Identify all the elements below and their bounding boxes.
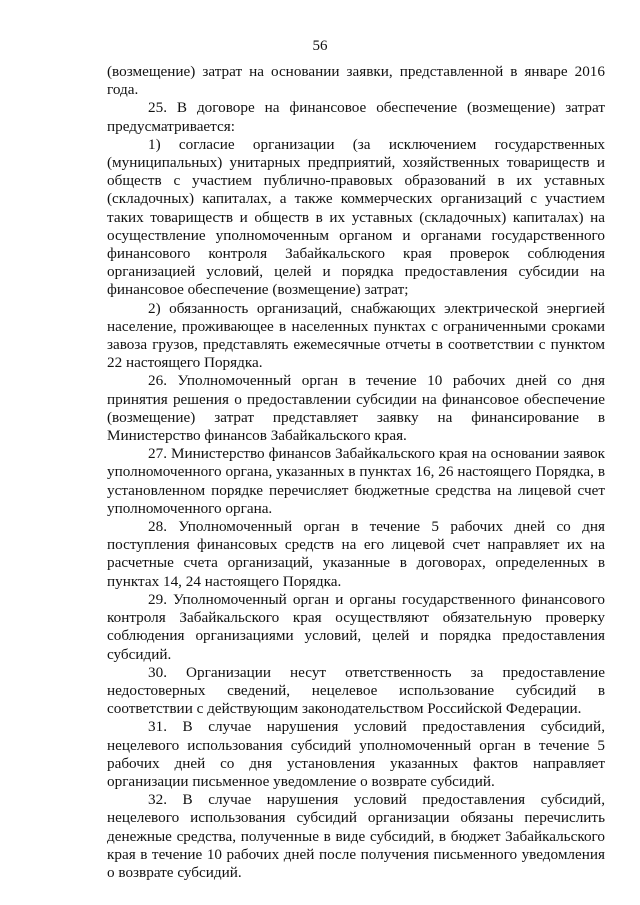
paragraph-item-31: 31. В случае нарушения условий предоставления субсидий, нецелевого использования субсидий уполномоченный орган в течение 5 рабочих дней со дня установления указанных фактов направляет организации письменное уведомление о возврате субсидий.: [107, 718, 605, 790]
paragraph-item-30: 30. Организации несут ответственность за предоставление недостоверных сведений, нецелевое использование субсидий в соответствии с действующим законодательством Российской Федерации.: [107, 663, 605, 718]
paragraph-item-28: 28. Уполномоченный орган в течение 5 рабочих дней со дня поступления финансовых средств на его лицевой счет направляет их на расчетные счета организаций, указанные в договорах, определенных в пунктах 14, 24 настоящего Порядка.: [107, 518, 605, 590]
document-body: [107, 63, 605, 882]
paragraph-continuation: (возмещение) затрат на основании заявки, представленной в январе 2016 года.: [107, 63, 605, 99]
paragraph-subitem-2: 2) обязанность организаций, снабжающих электрической энергией население, проживающее в населенных пунктах с ограниченными сроками завоза грузов, представлять ежемесячные отчеты в соответствии с пунктом 22 настоящего Порядка.: [107, 299, 605, 372]
paragraph-item-27: 27. Министерство финансов Забайкальского края на основании заявок уполномоченного органа, указанных в пунктах 16, 26 настоящего Порядка, в установленном порядке перечисляет бюджетные средства на лицевой счет уполномоченного органа.: [107, 445, 605, 517]
paragraph-item-26: 26. Уполномоченный орган в течение 10 рабочих дней со дня принятия решения о предоставлении субсидии на финансовое обеспечение (возмещение) затрат представляет заявку на финансирование в Министерство финансов Забайкальского края.: [107, 372, 605, 445]
paragraph-item-32: 32. В случае нарушения условий предоставления субсидий, нецелевого использования субсидий организации обязаны перечислить денежные средства, полученные в виде субсидий, в бюджет Забайкальского края в течение 10 рабочих дней после получения письменного уведомления о возврате субсидий.: [107, 791, 605, 881]
paragraph-item-25: 25. В договоре на финансовое обеспечение (возмещение) затрат предусматривается:: [107, 99, 605, 135]
paragraph-subitem-1: 1) согласие организации (за исключением государственных (муниципальных) унитарных предприятий, хозяйственных товариществ и обществ с участием публично-правовых образований в их уставных (складочных) капиталах, а также коммерческих организаций с участием таких товариществ и обществ в их уставных (складочных) капиталах) на осуществление уполномоченным органом и органами государственного финансового контроля Забайкальского края проверок соблюдения организацией условий, целей и порядка предоставления субсидии на финансовое обеспечение (возмещение) затрат;: [107, 135, 605, 299]
paragraph-item-29: 29. Уполномоченный орган и органы государственного финансового контроля Забайкальского края осуществляют обязательную проверку соблюдения организациями условий, целей и порядка предоставления субсидий.: [107, 590, 605, 663]
page-number: 56: [312, 38, 328, 54]
